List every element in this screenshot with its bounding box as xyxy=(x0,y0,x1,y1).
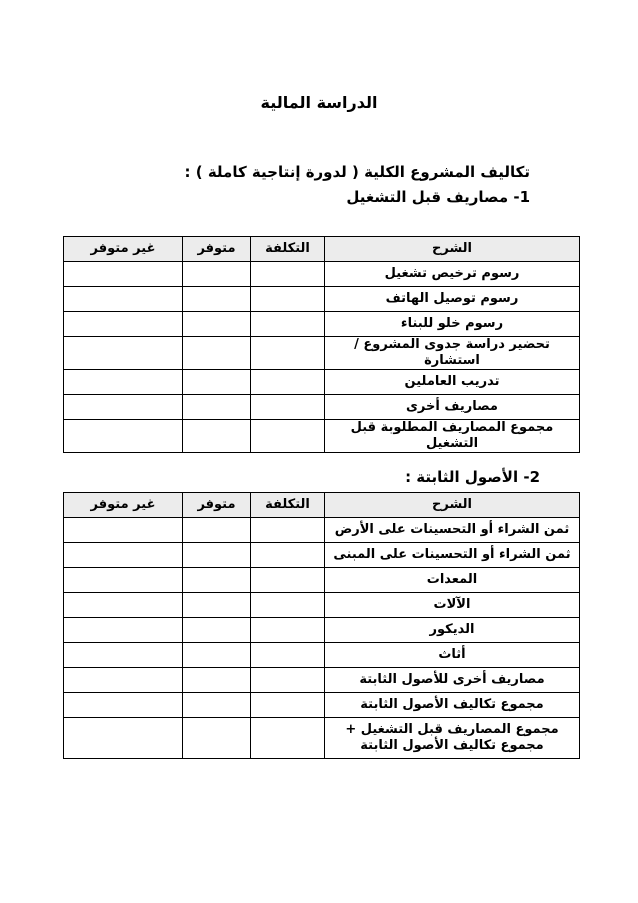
section1-title: 1- مصاريف قبل التشغيل xyxy=(346,188,530,206)
available-cell[interactable] xyxy=(183,420,251,453)
cost-cell[interactable] xyxy=(251,518,325,543)
pre-operation-costs-table xyxy=(63,236,580,453)
table-row xyxy=(64,693,580,718)
available-cell[interactable] xyxy=(183,668,251,693)
not-available-cell[interactable] xyxy=(64,568,183,593)
cost-cell[interactable] xyxy=(251,718,325,759)
cost-cell[interactable] xyxy=(251,668,325,693)
intro-block xyxy=(150,160,530,210)
page-title: الدراسة المالية xyxy=(260,93,378,112)
not-available-cell[interactable] xyxy=(64,337,183,370)
cost-cell[interactable] xyxy=(251,337,325,370)
available-cell[interactable] xyxy=(183,287,251,312)
table-row xyxy=(64,370,580,395)
not-available-cell[interactable] xyxy=(64,420,183,453)
available-cell[interactable] xyxy=(183,718,251,759)
row-description: أثاث xyxy=(325,643,580,668)
cost-cell[interactable] xyxy=(251,395,325,420)
row-description: مجموع المصاريف المطلوبة قبل التشغيل xyxy=(325,420,580,453)
header-not-available: غير متوفر xyxy=(64,237,183,262)
table-row xyxy=(64,337,580,370)
row-description: الآلات xyxy=(325,593,580,618)
header-not-available: غير متوفر xyxy=(64,493,183,518)
cost-cell[interactable] xyxy=(251,287,325,312)
table-row xyxy=(64,395,580,420)
table-row xyxy=(64,593,580,618)
cost-cell[interactable] xyxy=(251,543,325,568)
fixed-assets-table xyxy=(63,492,580,759)
row-description: ثمن الشراء أو التحسينات على الأرض xyxy=(325,518,580,543)
table-header-row xyxy=(64,493,580,518)
row-description: رسوم خلو للبناء xyxy=(325,312,580,337)
table-row xyxy=(64,543,580,568)
not-available-cell[interactable] xyxy=(64,718,183,759)
row-description: مصاريف أخرى xyxy=(325,395,580,420)
not-available-cell[interactable] xyxy=(64,262,183,287)
header-description: الشرح xyxy=(325,237,580,262)
not-available-cell[interactable] xyxy=(64,518,183,543)
row-description: مجموع المصاريف قبل التشغيل + مجموع تكاليف الأصول الثابتة xyxy=(325,718,580,759)
section2-title: 2- الأصول الثابتة : xyxy=(405,468,540,486)
available-cell[interactable] xyxy=(183,395,251,420)
not-available-cell[interactable] xyxy=(64,543,183,568)
available-cell[interactable] xyxy=(183,262,251,287)
project-costs-heading: تكاليف المشروع الكلية ( لدورة إنتاجية كاملة ) : xyxy=(184,163,530,181)
not-available-cell[interactable] xyxy=(64,618,183,643)
not-available-cell[interactable] xyxy=(64,693,183,718)
header-available: متوفر xyxy=(183,237,251,262)
row-description: ثمن الشراء أو التحسينات على المبنى xyxy=(325,543,580,568)
row-description: رسوم ترخيص تشغيل xyxy=(325,262,580,287)
header-description: الشرح xyxy=(325,493,580,518)
table-row xyxy=(64,287,580,312)
available-cell[interactable] xyxy=(183,543,251,568)
available-cell[interactable] xyxy=(183,312,251,337)
cost-cell[interactable] xyxy=(251,643,325,668)
table-row xyxy=(64,262,580,287)
table-row xyxy=(64,668,580,693)
table-row xyxy=(64,643,580,668)
row-description: تحضير دراسة جدوى المشروع / استشارة xyxy=(325,337,580,370)
not-available-cell[interactable] xyxy=(64,312,183,337)
available-cell[interactable] xyxy=(183,370,251,395)
header-cost: التكلفة xyxy=(251,237,325,262)
row-description: المعدات xyxy=(325,568,580,593)
table-row xyxy=(64,420,580,453)
not-available-cell[interactable] xyxy=(64,668,183,693)
available-cell[interactable] xyxy=(183,593,251,618)
row-description: مجموع تكاليف الأصول الثابتة xyxy=(325,693,580,718)
cost-cell[interactable] xyxy=(251,420,325,453)
available-cell[interactable] xyxy=(183,337,251,370)
not-available-cell[interactable] xyxy=(64,370,183,395)
cost-cell[interactable] xyxy=(251,370,325,395)
not-available-cell[interactable] xyxy=(64,593,183,618)
available-cell[interactable] xyxy=(183,643,251,668)
row-description: الديكور xyxy=(325,618,580,643)
table-row xyxy=(64,568,580,593)
not-available-cell[interactable] xyxy=(64,395,183,420)
header-available: متوفر xyxy=(183,493,251,518)
cost-cell[interactable] xyxy=(251,593,325,618)
cost-cell[interactable] xyxy=(251,312,325,337)
row-description: تدريب العاملين xyxy=(325,370,580,395)
table-row xyxy=(64,718,580,759)
not-available-cell[interactable] xyxy=(64,643,183,668)
not-available-cell[interactable] xyxy=(64,287,183,312)
cost-cell[interactable] xyxy=(251,568,325,593)
available-cell[interactable] xyxy=(183,693,251,718)
header-cost: التكلفة xyxy=(251,493,325,518)
available-cell[interactable] xyxy=(183,518,251,543)
cost-cell[interactable] xyxy=(251,262,325,287)
cost-cell[interactable] xyxy=(251,618,325,643)
table-row xyxy=(64,312,580,337)
row-description: رسوم توصيل الهاتف xyxy=(325,287,580,312)
table-header-row xyxy=(64,237,580,262)
cost-cell[interactable] xyxy=(251,693,325,718)
row-description: مصاريف أخرى للأصول الثابتة xyxy=(325,668,580,693)
available-cell[interactable] xyxy=(183,568,251,593)
available-cell[interactable] xyxy=(183,618,251,643)
table-row xyxy=(64,518,580,543)
table-row xyxy=(64,618,580,643)
